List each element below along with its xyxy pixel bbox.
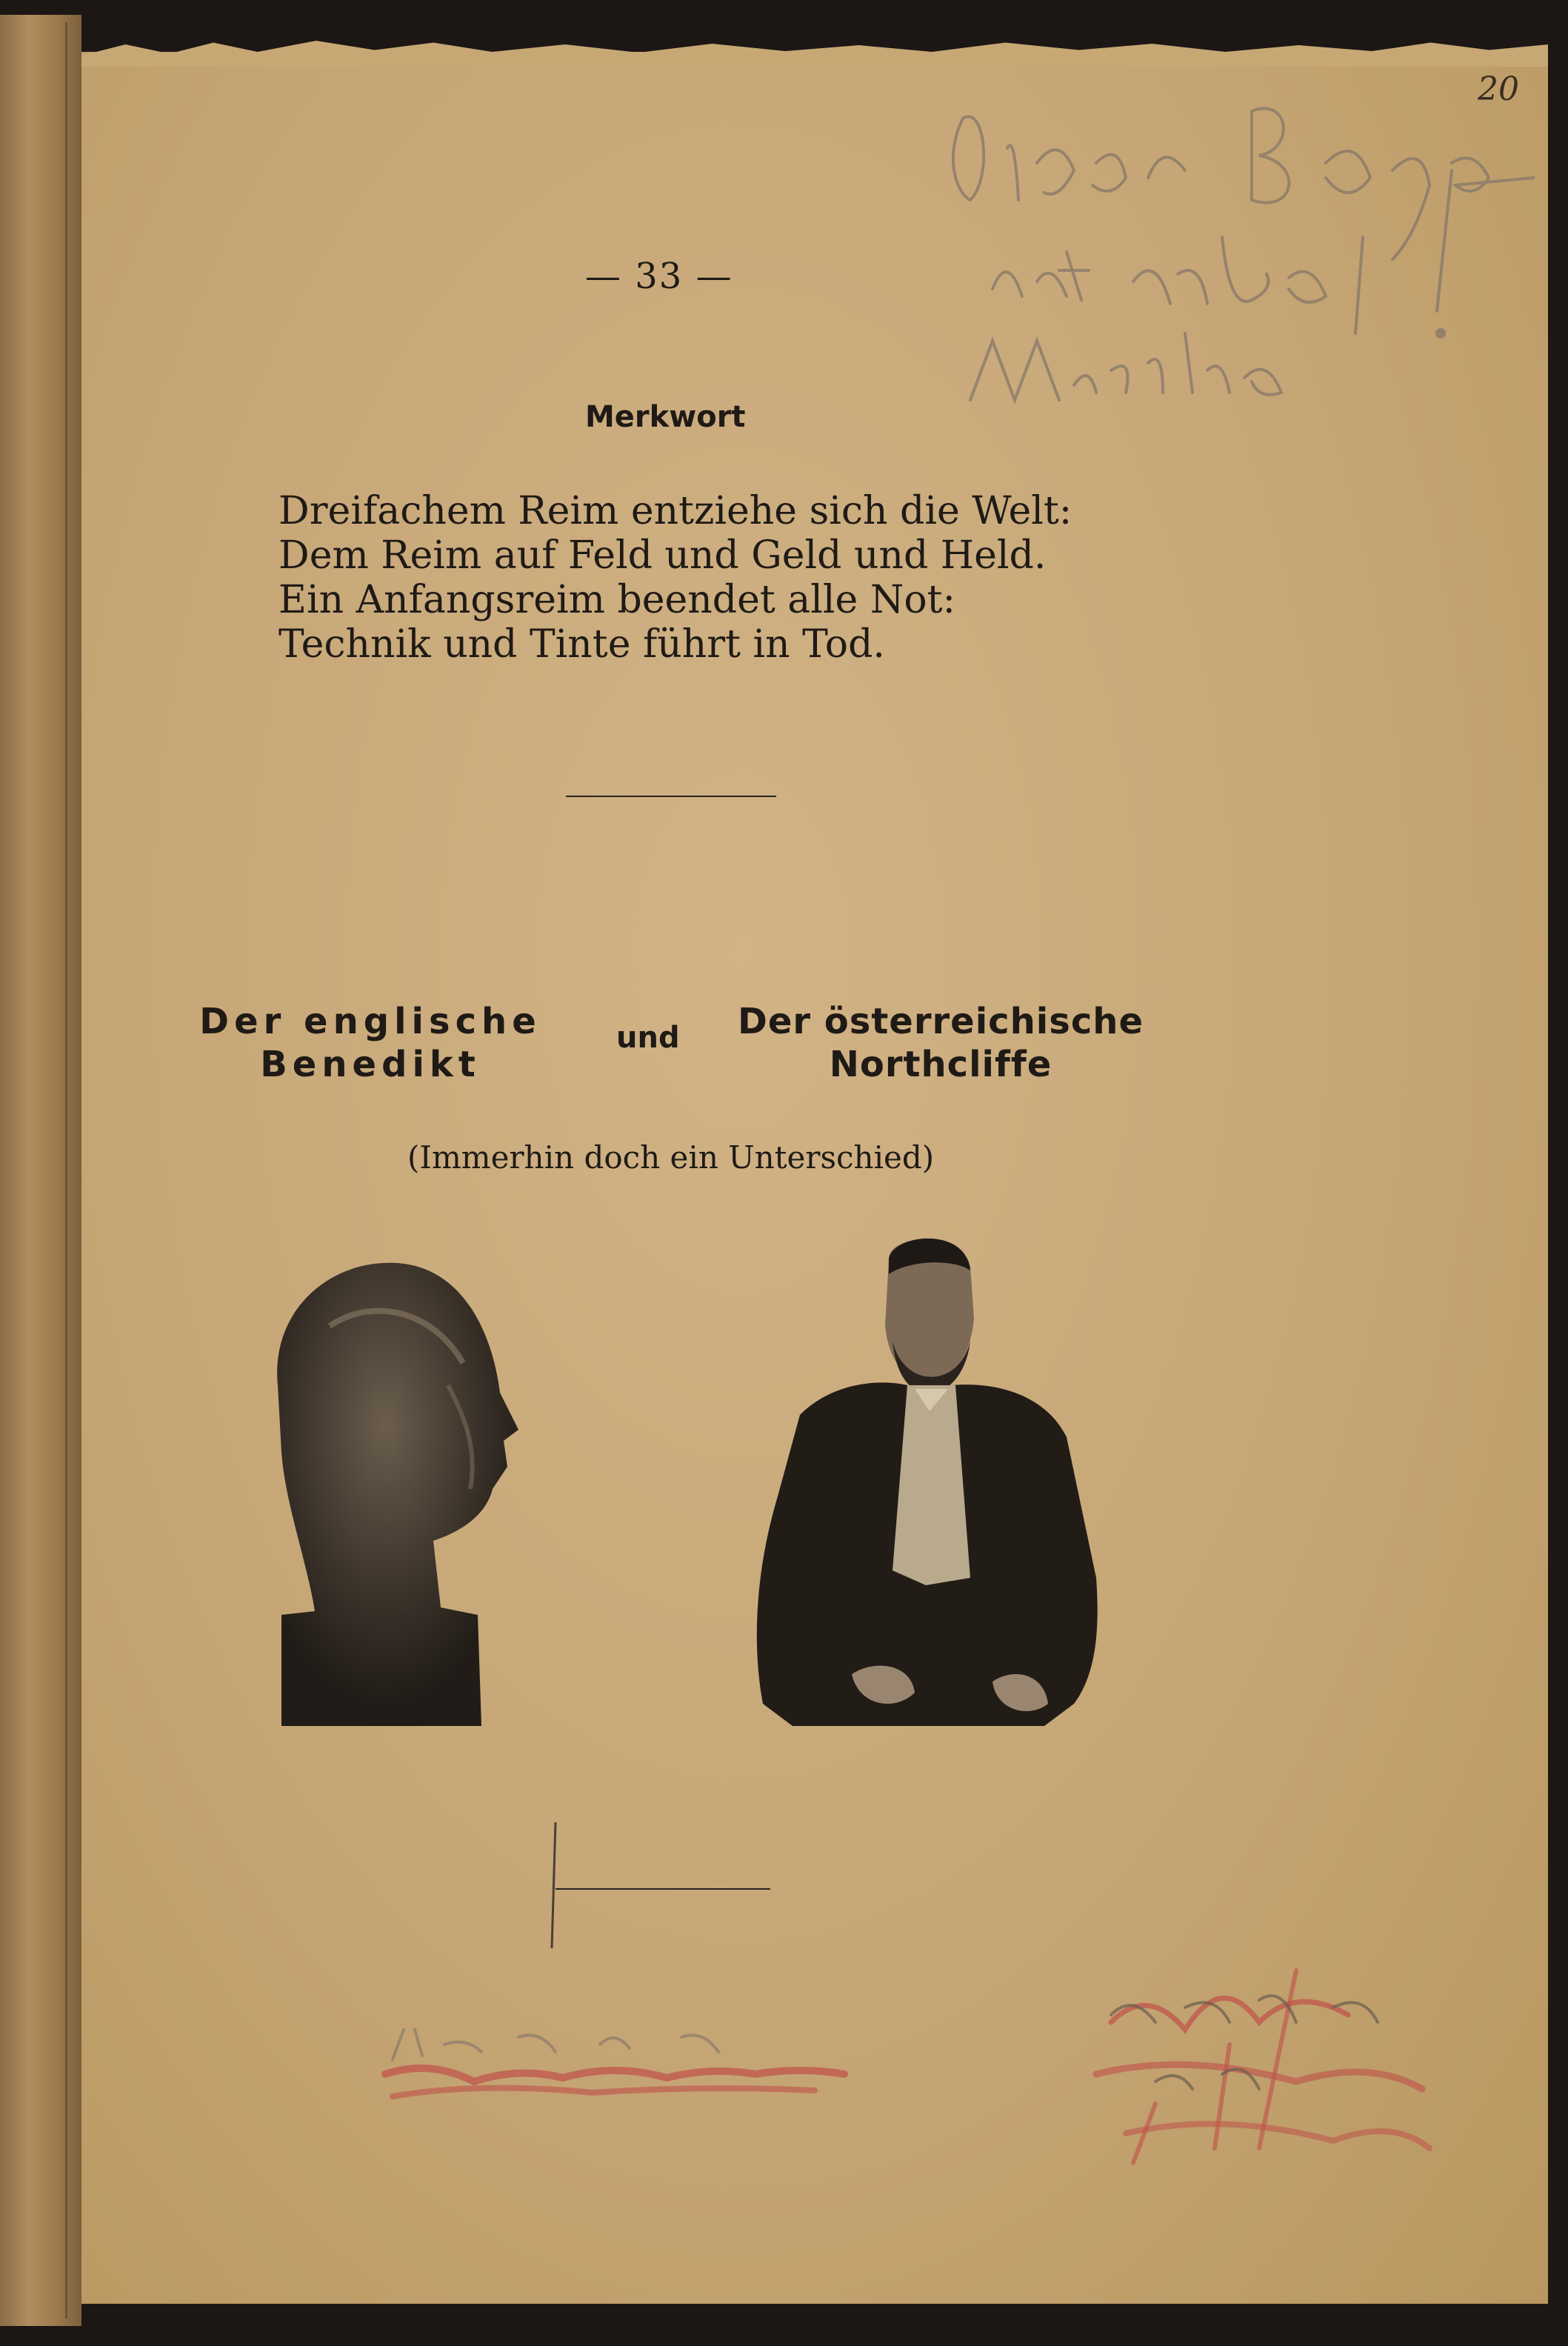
left-page-edge xyxy=(0,15,81,2326)
poem-text xyxy=(278,489,1072,667)
poem-line: Dreifachem Reim entziehe sich die Welt: xyxy=(278,489,1072,533)
caption-left-line: Der englische xyxy=(199,1001,541,1042)
caption-right-line: Northcliffe xyxy=(829,1044,1052,1085)
caption-right-line: Der österreichische xyxy=(737,1001,1144,1042)
poem-line: Ein Anfangsreim beendet alle Not: xyxy=(278,578,956,622)
spine-line xyxy=(65,22,67,2319)
seated-man-portrait-photo xyxy=(748,1230,1104,1726)
section-divider xyxy=(566,796,776,797)
folio-number: 20 xyxy=(1478,70,1519,108)
red-pencil-annotations xyxy=(370,1926,1467,2193)
poem-line: Dem Reim auf Feld und Geld und Held. xyxy=(278,533,1047,578)
caption-connector: und xyxy=(616,1021,680,1055)
caption-right xyxy=(711,1000,1170,1086)
handwritten-pencil-note xyxy=(941,89,1548,474)
bust-portrait-photo xyxy=(263,1252,530,1726)
caption-left xyxy=(148,1000,593,1086)
page-number: — 33 — xyxy=(585,256,733,297)
subtitle: (Immerhin doch ein Unterschied) xyxy=(407,1139,935,1176)
caption-left-line: Benedikt xyxy=(260,1044,481,1085)
poem-line: Technik und Tinte führt in Tod. xyxy=(278,622,885,667)
poem-title: Merkwort xyxy=(585,400,746,434)
